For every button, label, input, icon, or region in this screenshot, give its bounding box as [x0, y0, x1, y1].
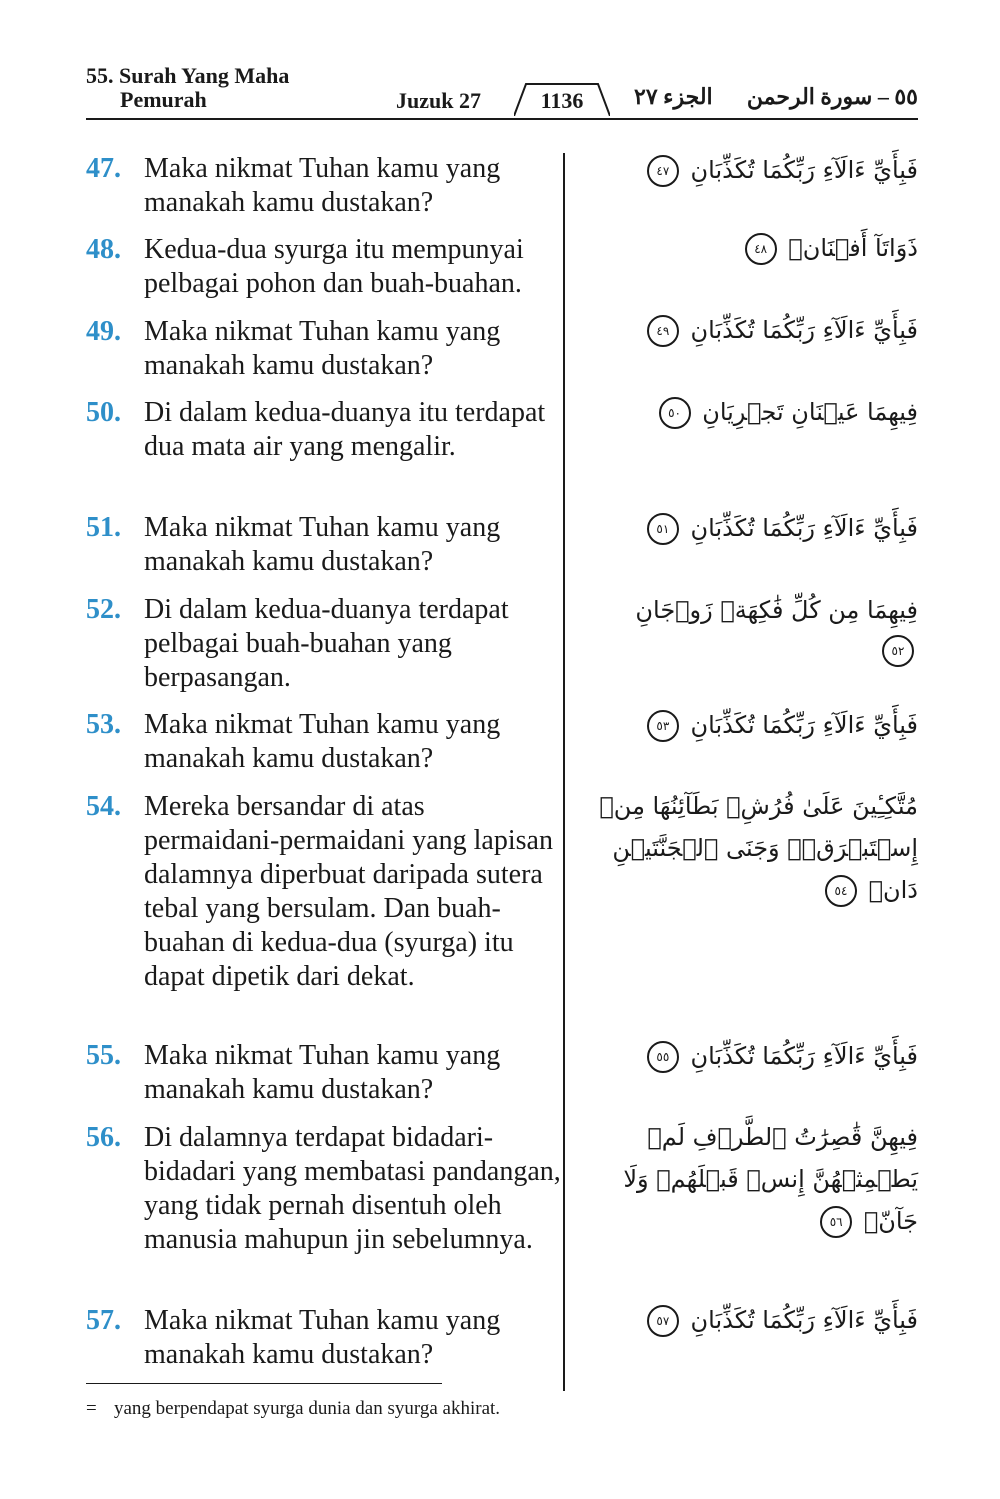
verse-number: 48.	[86, 234, 121, 265]
arabic-text: فَبِأَيِّ ءَالَآءِ رَبِّكُمَا تُكَذِّبَانِ	[690, 514, 918, 542]
verse-number: 53.	[86, 709, 121, 740]
verse-translation: Di dalam kedua-duanya itu terdapat dua mata air yang mengalir.	[144, 397, 546, 462]
verse-number: 57.	[86, 1305, 121, 1336]
verse-translation: Maka nikmat Tuhan kamu yang manakah kamu dustakan?	[144, 512, 501, 577]
arabic-text: فِيهِنَّ قَٰصِرَٰتُ ٱلطَّرۡفِ لَمۡ يَطۡمِثۡهُنَّ إِنسٞ قَبۡلَهُمۡ وَلَا جَآنّٞ	[623, 1123, 918, 1235]
arabic-verse-53	[598, 705, 918, 745]
surah-title-line2: Pemurah	[120, 87, 207, 112]
arabic-surah-title: ٥٥ – سورة الرحمن	[746, 84, 918, 109]
juzuk-label: Juzuk 27	[396, 88, 481, 113]
arabic-text: فَبِأَيِّ ءَالَآءِ رَبِّكُمَا تُكَذِّبَانِ	[690, 156, 918, 184]
arabic-verse-57	[598, 1300, 918, 1340]
arabic-verse-47	[598, 150, 918, 190]
arabic-juz-label: الجزء ٢٧	[634, 84, 713, 109]
ayah-marker-icon: ٤٨	[745, 233, 777, 265]
footnote	[86, 1398, 500, 1420]
ayah-marker-icon: ٥٧	[647, 1305, 679, 1337]
verse-number: 50.	[86, 397, 121, 428]
verse-number: 56.	[86, 1122, 121, 1153]
ayah-marker-icon: ٥١	[647, 513, 679, 545]
arabic-text: فَبِأَيِّ ءَالَآءِ رَبِّكُمَا تُكَذِّبَانِ	[690, 1042, 918, 1070]
footnote-rule	[86, 1383, 442, 1384]
verse-number: 55.	[86, 1040, 121, 1071]
footnote-symbol: =	[86, 1398, 97, 1419]
ayah-marker-icon: ٤٩	[647, 315, 679, 347]
page-number-box	[514, 82, 610, 116]
verse-translation: Maka nikmat Tuhan kamu yang manakah kamu dustakan?	[144, 709, 501, 774]
ayah-marker-icon: ٥٠	[659, 397, 691, 429]
ayah-marker-icon: ٤٧	[647, 155, 679, 187]
verse-number: 49.	[86, 316, 121, 347]
header-rule	[86, 118, 918, 120]
arabic-verse-48	[598, 228, 918, 268]
verse-translation: Di dalamnya terdapat bidadari-bidadari yang membatasi pandangan, yang tidak pernah disentuh oleh manusia mahupun jin sebelumnya.	[144, 1122, 561, 1255]
ayah-marker-icon: ٥٤	[825, 875, 857, 907]
page-number: 1136	[540, 88, 584, 113]
footnote-text: yang berpendapat syurga dunia dan syurga akhirat.	[114, 1398, 501, 1419]
arabic-text: ذَوَاتَآ أَفۡنَانٖ	[788, 234, 918, 262]
surah-title-line1: 55. Surah Yang Maha	[86, 63, 290, 88]
verse-translation: Mereka bersandar di atas permaidani-permaidani yang lapisan dalamnya diperbuat daripada sutera tebal yang bersulam. Dan buah-buahan di kedua-dua (syurga) itu dapat dipetik dari dekat.	[144, 791, 553, 992]
verse-translation: Di dalam kedua-duanya terdapat pelbagai buah-buahan yang berpasangan.	[144, 594, 509, 693]
arabic-verse-56	[598, 1116, 918, 1242]
arabic-text: مُتَّكِـِٔينَ عَلَىٰ فُرُشِۭ بَطَآئِنُهَا مِنۡ إِسۡتَبۡرَقٖۚ وَجَنَى ٱلۡجَنَّتَيۡنِ دَانٖ	[599, 792, 918, 904]
verse-translation: Maka nikmat Tuhan kamu yang manakah kamu dustakan?	[144, 1040, 501, 1105]
verse-translation: Maka nikmat Tuhan kamu yang manakah kamu dustakan?	[144, 1305, 501, 1370]
arabic-verse-51	[598, 508, 918, 548]
arabic-text: فِيهِمَا مِن كُلِّ فَٰكِهَةٖ زَوۡجَانِ	[635, 596, 918, 624]
verse-translation: Kedua-dua syurga itu mempunyai pelbagai pohon dan buah-buahan.	[144, 234, 524, 299]
ayah-marker-icon: ٥٥	[647, 1041, 679, 1073]
verse-number: 47.	[86, 153, 121, 184]
ayah-marker-icon: ٥٢	[882, 635, 914, 667]
arabic-text: فِيهِمَا عَيۡنَانِ تَجۡرِيَانِ	[702, 398, 918, 426]
page-header	[86, 62, 918, 120]
ayah-marker-icon: ٥٦	[820, 1206, 852, 1238]
verse-translation: Maka nikmat Tuhan kamu yang manakah kamu dustakan?	[144, 153, 501, 218]
ayah-marker-icon: ٥٣	[647, 710, 679, 742]
arabic-verse-50	[598, 392, 918, 432]
arabic-text: فَبِأَيِّ ءَالَآءِ رَبِّكُمَا تُكَذِّبَانِ	[690, 1306, 918, 1334]
verse-number: 52.	[86, 594, 121, 625]
verse-number: 54.	[86, 791, 121, 822]
arabic-text: فَبِأَيِّ ءَالَآءِ رَبِّكُمَا تُكَذِّبَانِ	[690, 316, 918, 344]
arabic-verse-54	[598, 785, 918, 911]
verse-number: 51.	[86, 512, 121, 543]
verse-translation: Maka nikmat Tuhan kamu yang manakah kamu dustakan?	[144, 316, 501, 381]
arabic-text: فَبِأَيِّ ءَالَآءِ رَبِّكُمَا تُكَذِّبَانِ	[690, 711, 918, 739]
arabic-verse-49	[598, 310, 918, 350]
surah-title	[86, 64, 289, 112]
arabic-verse-55	[598, 1036, 918, 1076]
arabic-verse-52	[598, 590, 918, 670]
